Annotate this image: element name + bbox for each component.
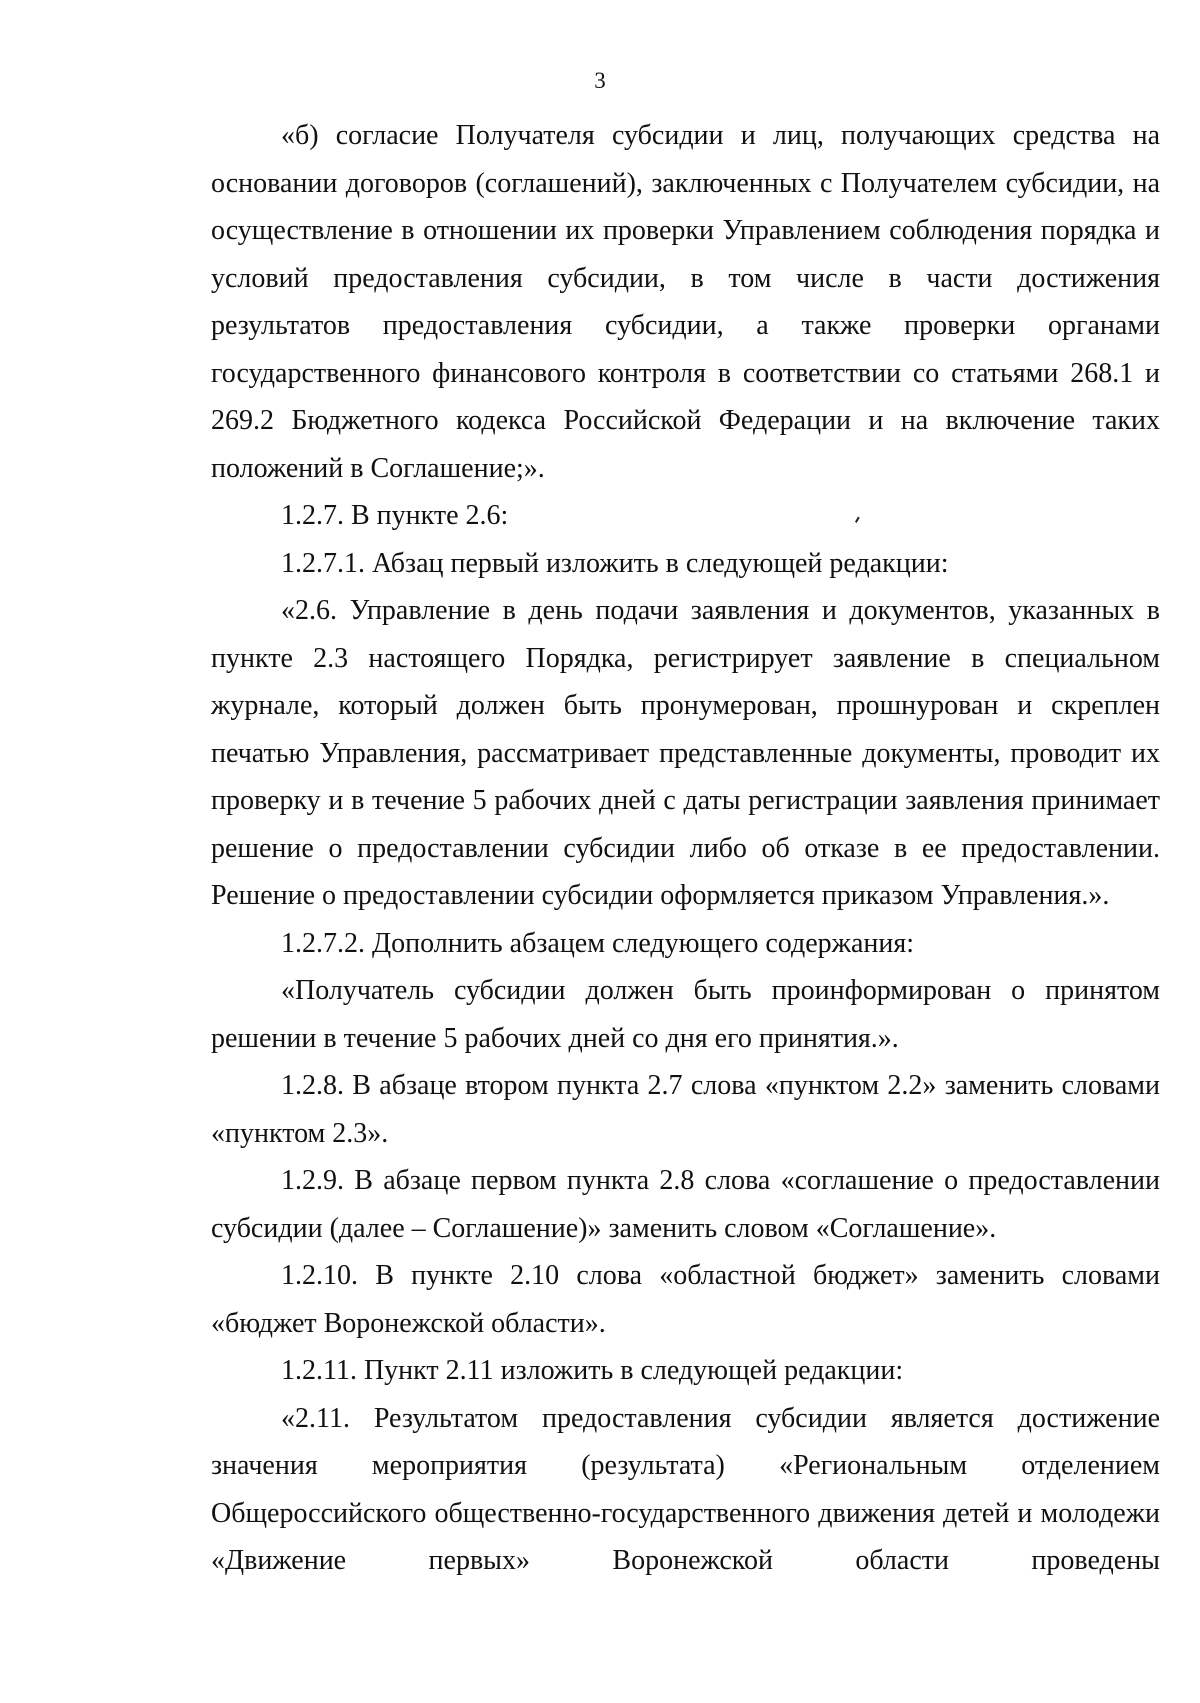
paragraph-1-2-8: 1.2.8. В абзаце втором пункта 2.7 слова «пунктом 2.2» заменить словами «пунктом 2.3». [211, 1070, 1160, 1149]
paragraph-1-2-10: 1.2.10. В пункте 2.10 слова «областной бюджет» заменить словами «бюджет Воронежской области». [211, 1260, 1160, 1339]
paragraph-consent-clause: «б) согласие Получателя субсидии и лиц, получающих средства на основании договоров (соглашений), заключенных с Получателем субсидии, на осуществление в отношении их проверки Управлением соблюдения порядка и условий предоставления субсидии, в том числе в части достижения результатов предоставления субсидии, а также проверки органами государственного финансового контроля в соответствии со статьями 268.1 и 269.2 Бюджетного кодекса Российской Федерации и на включение таких положений в Соглашение;». [211, 120, 1160, 484]
paragraph-1-2-11: 1.2.11. Пункт 2.11 изложить в следующей редакции: [281, 1355, 904, 1386]
paragraph-1-2-7: 1.2.7. В пункте 2.6: [281, 500, 509, 531]
paragraph-2-11-text: «2.11. Результатом предоставления субсидии является достижение значения мероприятия (результата) «Региональным отделением Общероссийского общественно-государственного движения детей и молодежи «Движение первых» Воронежской области проведены [211, 1402, 1160, 1576]
paragraph-1-2-7-2: 1.2.7.2. Дополнить абзацем следующего содержания: [281, 927, 915, 959]
document-body [211, 112, 1160, 1585]
paragraph-2-6-text: «2.6. Управление в день подачи заявления и документов, указанных в пункте 2.3 настоящего Порядка, регистрирует заявление в специальном журнале, который должен быть пронумерован, прошнурован и скреплен печатью Управления, рассматривает представленные документы, проводит их проверку и в течение 5 рабочих дней с даты регистрации заявления принимает решение о предоставлении субсидии либо об отказе в ее предоставлении. Решение о предоставлении субсидии оформляется приказом Управления.». [211, 595, 1160, 911]
paragraph-recipient-informed: «Получатель субсидии должен быть проинформирован о принятом решении в течение 5 рабочих дней со дня его принятия.». [211, 975, 1160, 1054]
paragraph-1-2-9: 1.2.9. В абзаце первом пункта 2.8 слова «соглашение о предоставлении субсидии (далее – Соглашение)» заменить словом «Соглашение». [211, 1165, 1160, 1244]
paragraph-1-2-7-1: 1.2.7.1. Абзац первый изложить в следующей редакции: [281, 547, 949, 579]
page-number: 3 [594, 68, 606, 93]
